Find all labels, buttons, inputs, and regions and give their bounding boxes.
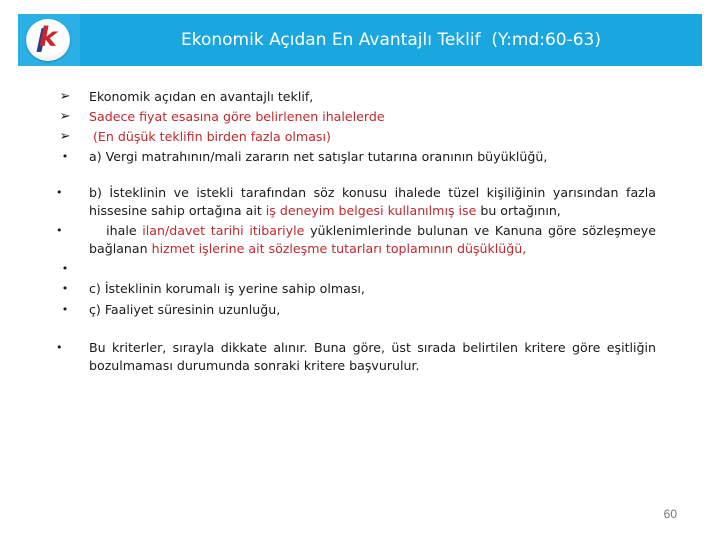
item-text: bu ortağının, <box>476 203 561 218</box>
slide-content <box>56 88 656 375</box>
highlighted-text: iş deneyim belgesi kullanılmış ise <box>265 203 477 218</box>
brand-logo <box>26 19 70 61</box>
arrow-bullet-icon: ➢ <box>59 109 71 124</box>
item-text: c) İsteklinin korumalı iş yerine sahip olması, <box>89 281 365 296</box>
logo-area <box>18 14 80 66</box>
list-item-bullet <box>56 222 656 258</box>
arrow-bullet-icon: ➢ <box>59 129 71 144</box>
item-text: Ekonomik açıdan en avantajlı teklif, <box>89 89 314 104</box>
bullet-icon: • <box>56 186 63 199</box>
page-number: 60 <box>663 507 677 521</box>
item-text: Bu kriterler, sırayla dikkate alınır. Buna göre, üst sırada belirtilen kritere göre eşitliğin bozulmaması durumunda sonraki kritere başvurulur. <box>89 340 656 373</box>
item-text: ç) Faaliyet süresinin uzunluğu, <box>89 302 281 317</box>
item-text: a) Vergi matrahının/mali zararın net satışlar tutarına oranının büyüklüğü, <box>89 149 548 164</box>
item-text: (En düşük teklifin birden fazla olması) <box>89 129 331 144</box>
list-item-arrow <box>56 88 656 106</box>
bullet-icon: • <box>61 303 69 316</box>
list-item-bullet <box>56 280 656 298</box>
list-item-bullet <box>56 301 656 319</box>
list-item-arrow <box>56 108 656 126</box>
arrow-bullet-icon: ➢ <box>59 89 71 104</box>
item-text: Sadece fiyat esasına göre belirlenen ihalelerde <box>89 109 385 124</box>
item-text: yüklenimlerinde bulunan ve Kanuna göre sözleşmeye bağlanan <box>89 223 656 256</box>
highlighted-text: hizmet işlerine ait sözleşme tutarları toplamının düşüklüğü, <box>151 241 527 256</box>
item-text: b) İsteklinin ve istekli tarafından söz konusu ihalede tüzel kişiliğinin yarısından fazla hissesine sahip ortağına ait <box>89 185 656 218</box>
list-item-empty <box>56 260 656 278</box>
bullet-icon: • <box>61 262 69 275</box>
bullet-icon: • <box>61 282 69 295</box>
slide-title: Ekonomik Açıdan En Avantajlı Teklif (Y:md:60-63) <box>181 30 601 50</box>
list-item-arrow <box>56 128 656 146</box>
bullet-icon: • <box>56 224 63 237</box>
bullet-icon: • <box>61 150 69 163</box>
list-item-bullet <box>56 339 656 375</box>
logo-letter: k <box>39 22 57 53</box>
list-item-bullet <box>56 184 656 220</box>
highlighted-text: ilan/davet tarihi itibariyle <box>142 223 305 238</box>
bullet-icon: • <box>56 341 63 354</box>
slide-header <box>18 14 702 66</box>
list-item-bullet <box>56 148 656 166</box>
item-text: ihale <box>89 223 143 238</box>
